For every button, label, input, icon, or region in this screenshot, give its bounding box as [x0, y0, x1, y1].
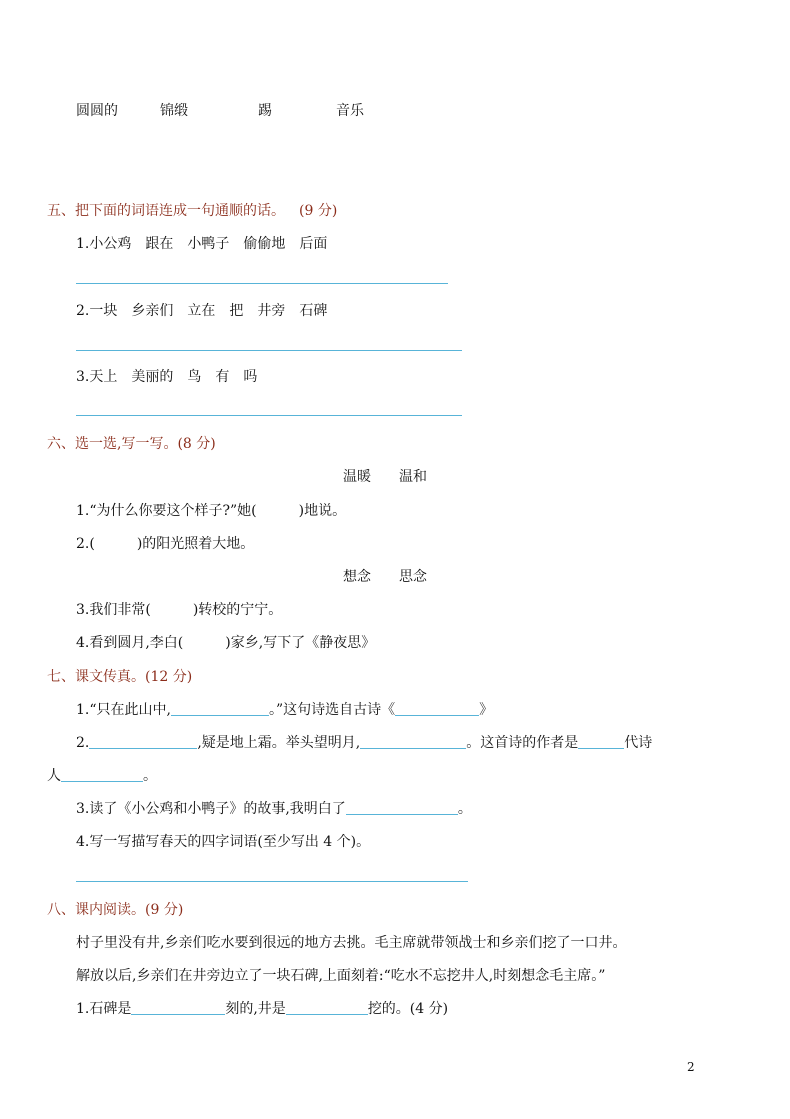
s8-paragraph-1: 村子里没有井,乡亲们吃水要到很远的地方去挑。毛主席就带领战士和乡亲们挖了一口井。	[76, 935, 627, 951]
s6-q4: 4.看到圆月,李白( )家乡,写下了《静夜思》	[76, 635, 376, 651]
s7-q2-cont: 人 。	[47, 768, 157, 784]
s8-q1-blank-2[interactable]	[286, 1000, 368, 1015]
s8-paragraph-2: 解放以后,乡亲们在井旁边立了一块石碑,上面刻着:“吃水不忘挖井人,时刻想念毛主席。”	[76, 968, 606, 984]
page-number: 2	[687, 1060, 695, 1074]
answer-line-s5-1[interactable]	[76, 283, 448, 284]
section5-score: (9 分)	[299, 203, 338, 219]
s7-q2: 2. ,疑是地上霜。举头望明月, 。这首诗的作者是 代诗	[76, 735, 653, 751]
s7-q1-blank-2[interactable]	[395, 701, 479, 716]
s8-q1-blank-1[interactable]	[131, 1000, 225, 1015]
section8-heading	[47, 901, 183, 919]
word-3: 踢	[258, 103, 272, 119]
s5-item-3: 3.天上 美丽的 鸟 有 吗	[76, 369, 258, 385]
section8-title: 八、课内阅读。	[47, 902, 145, 918]
s6-q2: 2.( )的阳光照着大地。	[76, 536, 255, 552]
s5-item-2: 2.一块 乡亲们 立在 把 井旁 石碑	[76, 303, 328, 319]
section5-title: 五、把下面的词语连成一句通顺的话。	[47, 203, 285, 219]
s5-item-1: 1.小公鸡 跟在 小鸭子 偷偷地 后面	[76, 236, 328, 252]
answer-line-s7-4[interactable]	[76, 881, 468, 882]
section6-title: 六、选一选,写一写。	[47, 436, 178, 452]
answer-line-s5-2[interactable]	[76, 350, 462, 351]
s6-q1: 1.“为什么你要这个样子?”她( )地说。	[76, 503, 347, 519]
section7-heading	[47, 668, 192, 686]
section6-heading	[47, 435, 216, 453]
s7-q1: 1.“只在此山中, 。”这句诗选自古诗《 》	[76, 702, 494, 718]
section7-score: (12 分)	[145, 669, 193, 685]
s6-option-group-1: 温暖 温和	[343, 469, 427, 485]
s7-q3: 3.读了《小公鸡和小鸭子》的故事,我明白了 。	[76, 801, 472, 817]
s7-q1-blank-1[interactable]	[171, 701, 269, 716]
s7-q2-blank-4[interactable]	[61, 767, 143, 782]
s8-q1: 1.石碑是 刻的,井是 挖的。(4 分)	[76, 1001, 449, 1017]
s6-q3: 3.我们非常( )转校的宁宁。	[76, 602, 283, 618]
word-4: 音乐	[336, 103, 364, 119]
s7-q2-blank-1[interactable]	[89, 734, 197, 749]
answer-line-s5-3[interactable]	[76, 415, 462, 416]
s7-q4: 4.写一写描写春天的四字词语(至少写出 4 个)。	[76, 834, 371, 850]
section6-score: (8 分)	[177, 436, 216, 452]
section8-score: (9 分)	[145, 902, 184, 918]
s7-q2-blank-2[interactable]	[360, 734, 466, 749]
s7-q2-blank-3[interactable]	[578, 734, 624, 749]
s6-option-group-2: 想念 思念	[343, 569, 427, 585]
word-1: 圆圆的	[76, 103, 118, 119]
s7-q3-blank[interactable]	[346, 800, 458, 815]
section5-heading	[47, 202, 337, 220]
word-2: 锦缎	[160, 103, 188, 119]
section7-title: 七、课文传真。	[47, 669, 145, 685]
